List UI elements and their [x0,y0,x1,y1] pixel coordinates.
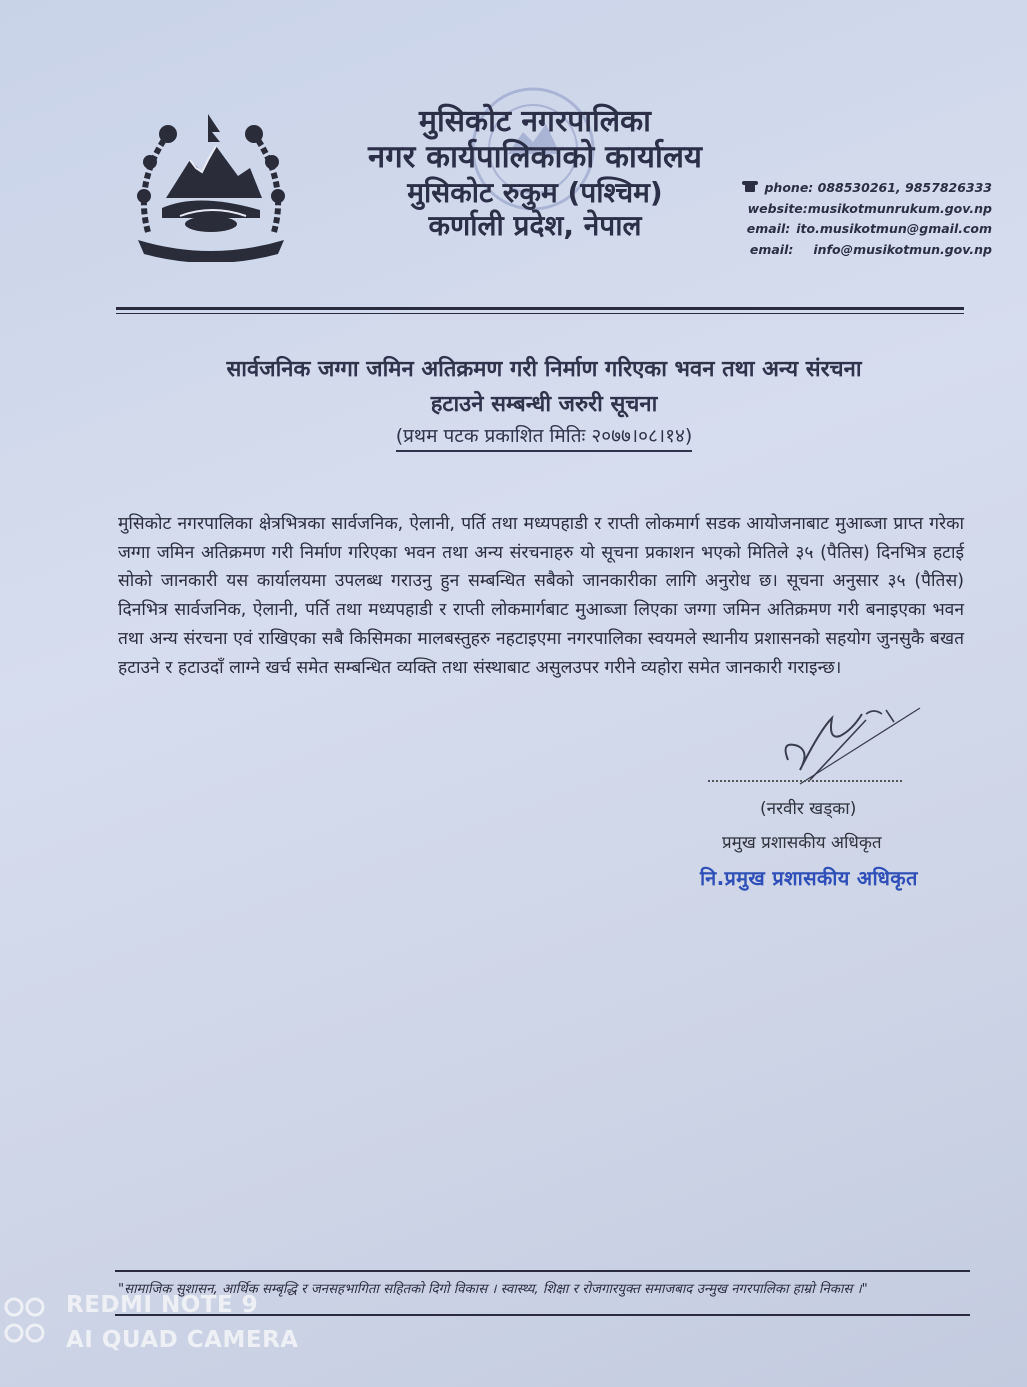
website-row [730,199,992,220]
telephone-icon [742,178,758,192]
watermark-model: REDMI NOTE 9 [66,1292,259,1318]
quad-camera-icon [4,1294,46,1346]
district-name: मुसिकोट रुकुम (पश्चिम) [407,175,663,209]
phone-row [730,178,992,199]
signature-line [708,770,902,782]
header-divider-thin [116,313,964,314]
email-address-2: info@musikotmun.gov.np [813,241,992,257]
watermark-camera: AI QUAD CAMERA [66,1327,299,1353]
municipality-motto: "सामाजिक सुशासन, आर्थिक सम्बृद्धि र जनसहभागिता सहितको दिगो विकास । स्वास्थ्य, शिक्षा र रोजगारयुक्त समाजबाद उन्मुख नगरपालिका हाम्रो निकास ।" [118,1282,868,1297]
notice-title [100,352,988,452]
municipality-name: मुसिकोट नगरपालिका [419,104,651,139]
notice-title-line-1: सार्वजनिक जग्गा जमिन अतिक्रमण गरी निर्माण गरिएका भवन तथा अन्य संरचना [226,357,862,382]
email-address-1: ito.musikotmun@gmail.com [796,221,992,236]
province-country: कर्णाली प्रदेश, नेपाल [428,209,642,242]
notice-title-line-2: हटाउने सम्बन्धी जरुरी सूचना [430,392,658,417]
email-label-2: email: [749,241,794,257]
footer-divider-top [115,1270,970,1272]
email-row-1 [730,219,992,240]
signatory-name: (नरवीर खड्का) [760,799,857,819]
signatory-designation: प्रमुख प्रशासकीय अधिकृत [722,833,882,853]
header-divider-thick [116,307,964,310]
notice-body: मुसिकोट नगरपालिका क्षेत्रभित्रका सार्वजनिक, ऐलानी, पर्ति तथा मध्यपहाडी र राप्ती लोकमार्ग सडक आयोजनाबाट मुआब्जा प्राप्त गरेका जग्गा जमिन अतिक्रमण गरी निर्माण गरिएका भवन तथा अन्य संरचनाहरु यो सूचना प्रकाशन भएको मितिले ३५ (पैतिस) दिनभित्र हटाई सोको जानकारी यस कार्यालयमा उपलब्ध गराउनु हुन सम्बन्धित सबैको जानकारीका लागि अनुरोध छ। सूचना अनुसार ३५ (पैतिस) दिनभित्र सार्वजनिक, ऐलानी, पर्ति तथा मध्यपहाडी र राप्ती लोकमार्गबाट मुआब्जा लिएका जग्गा जमिन अतिक्रमण गरी बनाइएका भवन तथा अन्य संरचना एवं राखिएका सबै किसिमका मालबस्तुहरु नहटाइएमा नगरपालिका स्वयमले स्थानीय प्रशासनको सहयोग जुनसुकै बखत हटाउने र हटाउदाँ लाग्ने खर्च समेत सम्बन्धित व्यक्ति तथा संस्थाबाट असुलउपर गरीने व्यहोरा समेत जानकारी गराइन्छ। [118,514,964,678]
contact-info [730,178,992,260]
designation-stamp: नि.प्रमुख प्रशासकीय अधिकृत [700,866,918,890]
website: website:musikotmunrukum.gov.np [747,200,992,216]
phone-numbers: phone: 088530261, 9857826333 [764,180,992,195]
nepal-emblem-icon [128,112,294,262]
published-date: (प्रथम पटक प्रकाशित मितिः २०७७।०८।१४) [396,422,693,452]
office-name: नगर कार्यपालिकाको कार्यालय [368,139,702,176]
office-heading [300,104,770,242]
email-row-2 [730,240,992,261]
email-label-1: email: [746,221,791,236]
camera-watermark [0,1290,320,1370]
